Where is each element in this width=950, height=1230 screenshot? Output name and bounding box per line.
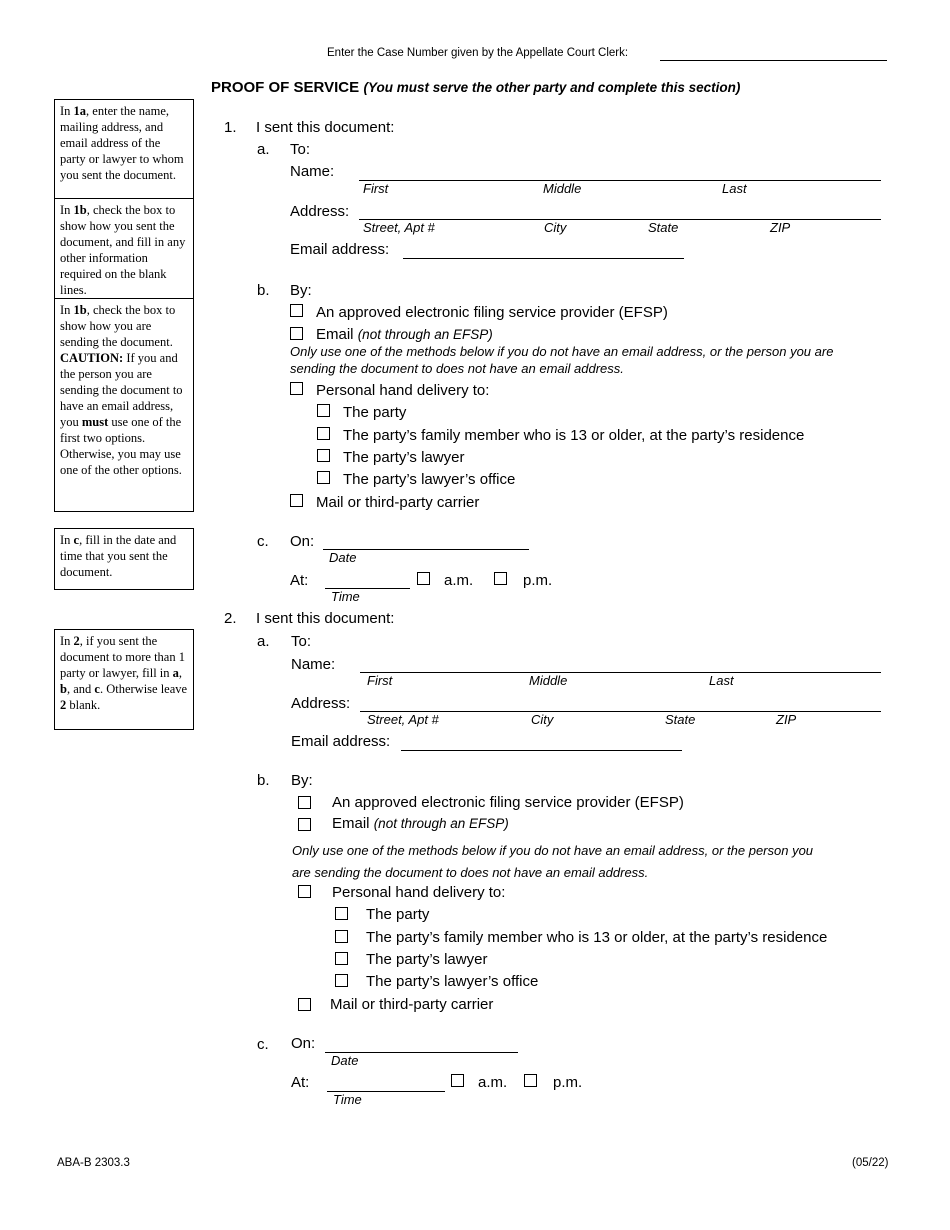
at-label: At: — [290, 572, 309, 589]
zip-caption-2: ZIP — [776, 712, 797, 727]
item-2c-letter: c. — [257, 1036, 269, 1053]
to-label: To: — [290, 141, 311, 158]
am-checkbox[interactable] — [417, 572, 430, 585]
name-field-2[interactable] — [360, 672, 881, 673]
page-title: PROOF OF SERVICE (You must serve the other party and complete this section) — [211, 79, 741, 96]
name-field[interactable] — [359, 180, 881, 181]
family-label: The party’s family member who is 13 or older, at the party’s residence — [343, 427, 805, 444]
on-label: On: — [290, 533, 315, 550]
party-label-2: The party — [366, 906, 430, 923]
only-use-note-2: Only use one of the methods below if you do not have an email address, or the person you are sending the document to does not have an email address. — [292, 843, 814, 880]
party-checkbox[interactable] — [317, 404, 330, 417]
mail-label-2: Mail or third-party carrier — [330, 996, 494, 1013]
address-label-2: Address: — [291, 695, 351, 712]
by-label-2: By: — [291, 772, 313, 789]
time-caption-2: Time — [333, 1092, 362, 1107]
family-label-2: The party’s family member who is 13 or older, at the party’s residence — [366, 929, 828, 946]
efsp-checkbox[interactable] — [290, 304, 303, 317]
am-label: a.m. — [444, 572, 474, 589]
pm-label: p.m. — [523, 572, 553, 589]
party-checkbox-2[interactable] — [335, 907, 348, 920]
last-caption-2: Last — [709, 673, 734, 688]
email-option-label-2: Email (not through an EFSP) — [332, 815, 509, 832]
state-caption: State — [648, 220, 679, 235]
email-checkbox[interactable] — [290, 327, 303, 340]
pm-checkbox[interactable] — [494, 572, 507, 585]
date-caption: Date — [329, 550, 357, 565]
lawyer-label-2: The party’s lawyer — [366, 951, 488, 968]
on-label-2: On: — [291, 1035, 316, 1052]
item-2b-letter: b. — [257, 772, 270, 789]
item-1b-letter: b. — [257, 282, 270, 299]
name-label-2: Name: — [291, 656, 336, 673]
family-checkbox-2[interactable] — [335, 930, 348, 943]
note-1b-caution: In 1b, check the box to show how you are sending the document. CAUTION: If you and the person you are sending the document to have an email address, you must use one of the first two options. Otherwise, you may use one of the other options. — [54, 299, 194, 512]
office-label: The party’s lawyer’s office — [343, 471, 516, 488]
middle-caption: Middle — [543, 181, 582, 196]
efsp-label-2: An approved electronic filing service provider (EFSP) — [332, 794, 684, 811]
zip-caption: ZIP — [770, 220, 791, 235]
item-2a-letter: a. — [257, 633, 270, 650]
lawyer-label: The party’s lawyer — [343, 449, 465, 466]
item-1c-letter: c. — [257, 533, 269, 550]
office-label-2: The party’s lawyer’s office — [366, 973, 539, 990]
pm-checkbox-2[interactable] — [524, 1074, 537, 1087]
lawyer-checkbox[interactable] — [317, 449, 330, 462]
hand-delivery-checkbox[interactable] — [290, 382, 303, 395]
hand-delivery-label-2: Personal hand delivery to: — [332, 884, 506, 901]
office-checkbox-2[interactable] — [335, 974, 348, 987]
middle-caption-2: Middle — [529, 673, 568, 688]
mail-label: Mail or third-party carrier — [316, 494, 480, 511]
am-checkbox-2[interactable] — [451, 1074, 464, 1087]
efsp-label: An approved electronic filing service provider (EFSP) — [316, 304, 668, 321]
note-1a: In 1a, enter the name, mailing address, and email address of the party or lawyer to whom you sent the document. — [54, 99, 194, 199]
office-checkbox[interactable] — [317, 471, 330, 484]
first-caption: First — [363, 181, 389, 196]
email-label: Email address: — [290, 241, 390, 258]
note-2: In 2, if you sent the document to more than 1 party or lawyer, fill in a, b, and c. Otherwise leave 2 blank. — [54, 629, 194, 730]
address-label: Address: — [290, 203, 350, 220]
note-1b-check: In 1b, check the box to show how you sent the document, and fill in any other information required on the blank lines. — [54, 199, 194, 299]
item-1a-letter: a. — [257, 141, 270, 158]
family-checkbox[interactable] — [317, 427, 330, 440]
am-label-2: a.m. — [478, 1074, 508, 1091]
case-number-prompt: Enter the Case Number given by the Appellate Court Clerk: — [327, 47, 629, 59]
form-id: ABA-B 2303.3 — [57, 1157, 130, 1169]
only-use-note: Only use one of the methods below if you do not have an email address, or the person you are sending the document to does not have an email address. — [290, 344, 834, 376]
mail-checkbox[interactable] — [290, 494, 303, 507]
address-field[interactable] — [359, 219, 881, 220]
last-caption: Last — [722, 181, 747, 196]
item-1-label: I sent this document: — [256, 119, 395, 136]
name-label: Name: — [290, 163, 335, 180]
email-option-label: Email (not through an EFSP) — [316, 326, 493, 343]
pm-label-2: p.m. — [553, 1074, 583, 1091]
city-caption: City — [544, 220, 567, 235]
city-caption-2: City — [531, 712, 554, 727]
to-label-2: To: — [291, 633, 312, 650]
email-field[interactable] — [403, 258, 684, 259]
email-field-2[interactable] — [401, 750, 682, 751]
lawyer-checkbox-2[interactable] — [335, 952, 348, 965]
street-caption: Street, Apt # — [363, 220, 435, 235]
email-checkbox-2[interactable] — [298, 818, 311, 831]
hand-delivery-checkbox-2[interactable] — [298, 885, 311, 898]
date-caption-2: Date — [331, 1053, 359, 1068]
form-revision: (05/22) — [852, 1157, 889, 1169]
party-label: The party — [343, 404, 407, 421]
item-2-label: I sent this document: — [256, 610, 395, 627]
at-label-2: At: — [291, 1074, 310, 1091]
by-label: By: — [290, 282, 312, 299]
note-c: In c, fill in the date and time that you sent the document. — [54, 528, 194, 590]
time-caption: Time — [331, 589, 360, 604]
item-1-number: 1. — [224, 119, 237, 136]
hand-delivery-label: Personal hand delivery to: — [316, 382, 490, 399]
efsp-checkbox-2[interactable] — [298, 796, 311, 809]
first-caption-2: First — [367, 673, 393, 688]
item-2-number: 2. — [224, 610, 237, 627]
state-caption-2: State — [665, 712, 696, 727]
case-number-field[interactable] — [660, 60, 887, 61]
mail-checkbox-2[interactable] — [298, 998, 311, 1011]
street-caption-2: Street, Apt # — [367, 712, 439, 727]
email-label-2: Email address: — [291, 733, 391, 750]
